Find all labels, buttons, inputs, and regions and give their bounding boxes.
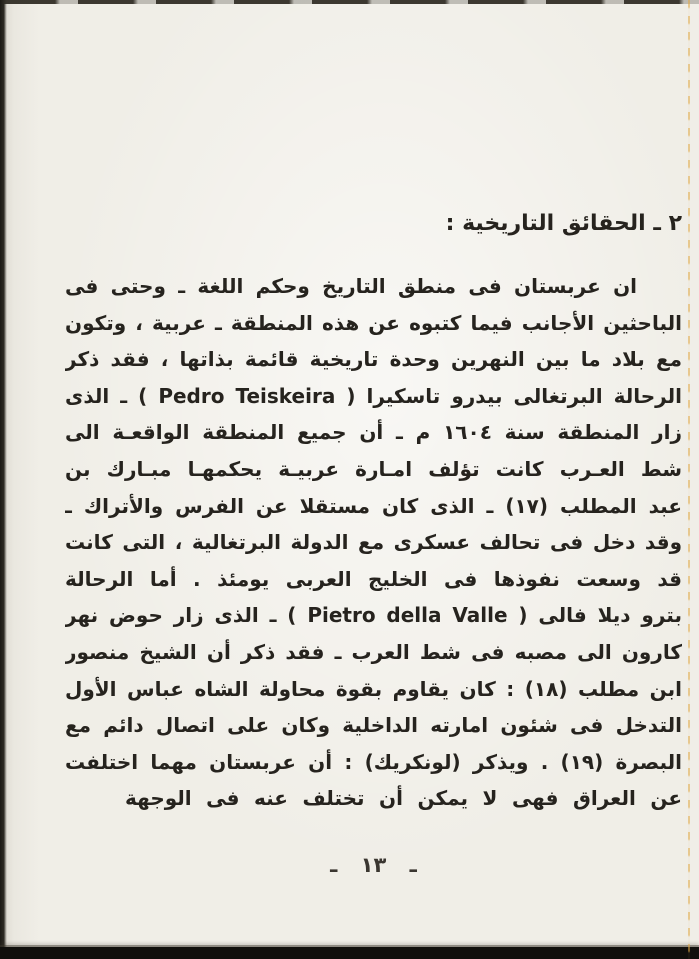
scan-fold-line — [688, 0, 690, 959]
page-content — [65, 0, 682, 877]
paragraph-line: عن العراق فهى لا يمكن أن تختلف عنه فى الوجهة — [125, 786, 682, 811]
body-paragraph — [65, 268, 682, 817]
section-heading-text: ٢ ـ الحقائق التاريخية : — [445, 211, 682, 236]
paragraph-line: عبد المطلب (١٧) ـ الذى كان مستقلا عن الفرس والأتراك ـ — [65, 493, 682, 518]
scan-edge-bottom — [0, 947, 699, 959]
scan-edge-left — [0, 0, 7, 959]
paragraph-line: شط العـرب كانت تؤلف امـارة عربيـة يحكمهـا مبـارك بن — [65, 456, 682, 481]
paragraph-line: مع بلاد ما بين النهرين وحدة تاريخية قائمة بذاتها ، فقد ذكر — [65, 347, 682, 372]
page-number: ـ ١٣ ـ — [330, 852, 417, 877]
paragraph-line: التدخل فى شئون امارته الداخلية وكان على اتصال دائم مع — [65, 713, 682, 738]
paragraph-line: زار المنطقة سنة ١٦٠٤ م ـ أن جميع المنطقة الواقعـة الى — [65, 420, 682, 445]
paragraph-line: كارون الى مصبه فى شط العرب ـ فقد ذكر أن الشيخ منصور — [65, 639, 682, 664]
paragraph-line: وقد دخل فى تحالف عسكرى مع الدولة البرتغالية ، التى كانت — [65, 530, 682, 555]
paragraph-line: ابن مطلب (١٨) : كان يقاوم بقوة محاولة الشاه عباس الأول — [65, 676, 682, 701]
paragraph-line: البصرة (١٩) . ويذكر (لونكريك) : أن عربستان مهما اختلفت — [65, 749, 682, 774]
paragraph-line: ان عربستان فى منطق التاريخ وحكم اللغة ـ وحتى فى — [65, 274, 637, 298]
paragraph-line: بترو ديلا فالى ( Pietro della Valle ) ـ الذى زار حوض نهر — [65, 603, 682, 628]
paragraph-line: الرحالة البرتغالى بيدرو تاسكيرا ( Pedro Teiskeira ) ـ الذى — [65, 383, 682, 408]
paragraph-line: قد وسعت نفوذها فى الخليج العربى يومئذ . أما الرحالة — [65, 566, 682, 591]
section-heading — [65, 206, 682, 242]
paragraph-line: الباحثين الأجانب فيما كتبوه عن هذه المنطقة ـ عربية ، وتكون — [65, 310, 682, 335]
